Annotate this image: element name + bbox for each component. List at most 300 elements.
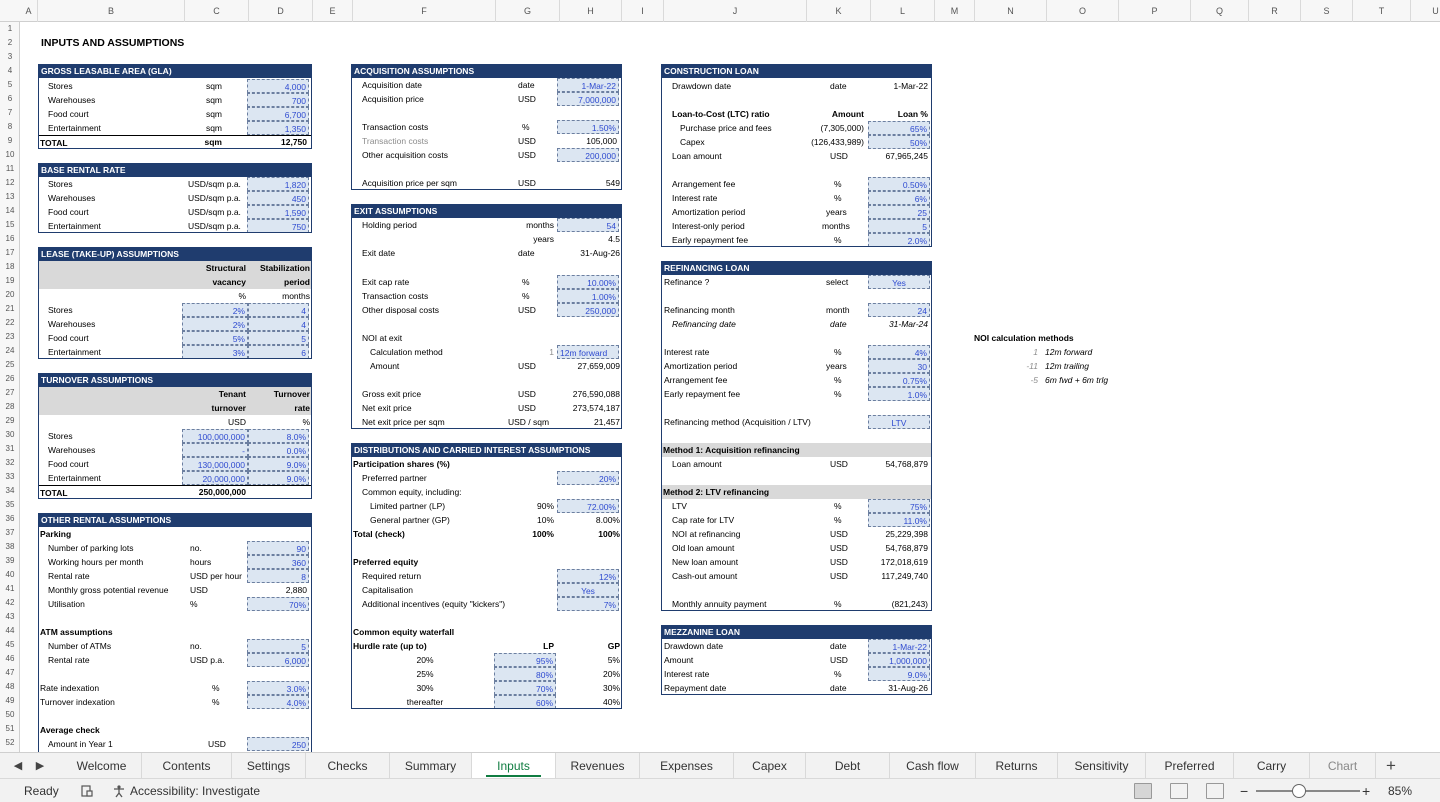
column-header[interactable]: F xyxy=(353,0,496,22)
acq-unit: USD xyxy=(518,136,536,146)
row-header[interactable]: 11 xyxy=(5,164,15,173)
dist-label: Required return xyxy=(362,571,422,581)
exit-unit: USD / sqm xyxy=(508,417,550,427)
dist-wf-heading: Common equity waterfall xyxy=(353,627,455,637)
rent-unit: USD/sqm p.a. xyxy=(188,207,241,217)
other-unit: USD p.a. xyxy=(190,655,225,665)
dist-tier-lp-input[interactable]: 70% xyxy=(494,681,556,695)
row-header[interactable]: 23 xyxy=(5,332,15,341)
add-sheet-icon[interactable]: + xyxy=(1386,756,1396,775)
dist-tier-lp-input[interactable]: 80% xyxy=(494,667,556,681)
turnover-input[interactable]: 130,000,000 xyxy=(182,457,248,471)
dist-tier-gp: 30% xyxy=(602,683,620,693)
exit-unit: months xyxy=(526,220,554,230)
turnover-total-value: 250,000,000 xyxy=(198,487,246,497)
rl-method-dropdown[interactable]: LTV xyxy=(868,415,930,429)
tab-contents[interactable]: Contents xyxy=(142,753,232,779)
acq-label: Acquisition price per sqm xyxy=(362,178,457,188)
dist-lp-pct: 90% xyxy=(536,501,554,511)
exit-amount-value: 27,659,009 xyxy=(577,361,620,371)
cl-unit: % xyxy=(834,193,842,203)
column-header[interactable]: I xyxy=(622,0,664,22)
row-header[interactable]: 22 xyxy=(5,318,15,327)
exit-cap-input[interactable]: 10.00% xyxy=(557,275,619,289)
mz-unit: date xyxy=(830,641,847,651)
row-header[interactable]: 47 xyxy=(5,668,15,677)
exit-unit: % xyxy=(522,277,530,287)
acq-unit: USD xyxy=(518,94,536,104)
dist-gp-heading: GP xyxy=(607,641,620,651)
rl-am-input[interactable]: 30 xyxy=(868,359,930,373)
exit-tc-input[interactable]: 1.00% xyxy=(557,289,619,303)
dist-total-pct: 100% xyxy=(532,529,554,539)
rent-input[interactable]: 750 xyxy=(247,219,309,233)
row-header[interactable]: 18 xyxy=(5,262,15,271)
other-unit: % xyxy=(212,683,220,693)
acq-date-input[interactable]: 1-Mar-22 xyxy=(557,78,619,92)
other-unit: hours xyxy=(190,557,212,567)
lease-vacancy-input[interactable]: 5% xyxy=(182,331,248,345)
rl-unit: USD xyxy=(830,529,848,539)
column-header[interactable]: H xyxy=(560,0,622,22)
exit-gross-value: 276,590,088 xyxy=(572,389,620,399)
exit-unit: USD xyxy=(518,361,536,371)
cl-arr-input[interactable]: 0.50% xyxy=(868,177,930,191)
acq-other-input[interactable]: 200,000 xyxy=(557,148,619,162)
row-header[interactable]: 19 xyxy=(5,276,15,285)
acq-label: Other acquisition costs xyxy=(362,150,448,160)
dist-cap-dropdown[interactable]: Yes xyxy=(557,583,619,597)
column-header[interactable]: N xyxy=(975,0,1047,22)
rl-arr-input[interactable]: 0.75% xyxy=(868,373,930,387)
row-header[interactable]: 20 xyxy=(5,290,15,299)
acq-unit: % xyxy=(522,122,530,132)
column-header[interactable]: A xyxy=(20,0,38,22)
row-header[interactable]: 14 xyxy=(5,206,15,215)
accessibility-icon[interactable] xyxy=(112,779,126,802)
zoom-out-icon[interactable]: − xyxy=(1240,783,1249,799)
rent-label: Warehouses xyxy=(48,193,96,203)
column-header[interactable]: D xyxy=(249,0,313,22)
other-input[interactable]: 8 xyxy=(247,569,309,583)
next-sheet-icon[interactable]: ▶ xyxy=(35,760,45,772)
dist-tier-lp-input[interactable]: 95% xyxy=(494,653,556,667)
rl-unit: month xyxy=(826,305,850,315)
page-layout-view-icon[interactable] xyxy=(1170,783,1188,799)
rl-label: Refinancing method (Acquisition / LTV) xyxy=(664,417,811,427)
cl-label: Interest rate xyxy=(672,193,718,203)
gla-input[interactable]: 700 xyxy=(247,93,309,107)
other-input[interactable]: 4.0% xyxy=(247,695,309,709)
row-header[interactable]: 5 xyxy=(7,80,13,89)
row-header[interactable]: 31 xyxy=(5,444,15,453)
row-header[interactable]: 34 xyxy=(5,486,15,495)
row-header[interactable]: 51 xyxy=(5,724,15,733)
rl-label: NOI at refinancing xyxy=(672,529,741,539)
cl-label: Loan amount xyxy=(672,151,722,161)
lease-period-input[interactable]: 5 xyxy=(248,331,309,345)
tab-settings[interactable]: Settings xyxy=(232,753,306,779)
tab-chart[interactable]: Chart xyxy=(1310,753,1376,779)
row-header[interactable]: 35 xyxy=(5,500,15,509)
exit-unit: USD xyxy=(518,389,536,399)
acq-unit: USD xyxy=(518,150,536,160)
sheet-title: INPUTS AND ASSUMPTIONS xyxy=(41,37,185,49)
row-header[interactable]: 2 xyxy=(7,38,13,47)
exit-label: Amount xyxy=(370,361,400,371)
column-header[interactable]: M xyxy=(935,0,975,22)
rl-unit: % xyxy=(834,599,842,609)
rl-label: Refinancing month xyxy=(664,305,735,315)
row-header[interactable]: 41 xyxy=(5,584,15,593)
turnover-input[interactable]: 100,000,000 xyxy=(182,429,248,443)
row-header[interactable]: 50 xyxy=(5,710,15,719)
status-bar xyxy=(0,778,1440,802)
cl-label: Capex xyxy=(680,137,705,147)
tab-preferred[interactable]: Preferred xyxy=(1146,753,1234,779)
rl-m2-heading: Method 2: LTV refinancing xyxy=(661,485,932,499)
noi-method-label: 12m forward xyxy=(1045,347,1093,357)
acq-price-input[interactable]: 7,000,000 xyxy=(557,92,619,106)
column-header[interactable]: G xyxy=(496,0,560,22)
tab-carry[interactable]: Carry xyxy=(1234,753,1310,779)
mz-draw-input[interactable]: 1-Mar-22 xyxy=(868,639,930,653)
mz-rep-value: 31-Aug-26 xyxy=(888,683,928,693)
status-ready: Ready xyxy=(24,784,59,798)
cl-label: Amortization period xyxy=(672,207,746,217)
exit-odc-input[interactable]: 250,000 xyxy=(557,303,619,317)
row-header[interactable]: 26 xyxy=(5,374,15,383)
turnover-header: TURNOVER ASSUMPTIONS xyxy=(38,373,312,387)
exit-method-dropdown[interactable]: 12m forward xyxy=(557,345,619,359)
tab-returns[interactable]: Returns xyxy=(976,753,1058,779)
cl-cx-input[interactable]: 50% xyxy=(868,135,930,149)
row-header[interactable]: 13 xyxy=(5,192,15,201)
turnover-label: Entertainment xyxy=(48,473,101,483)
zoom-slider[interactable] xyxy=(1256,779,1360,802)
row-header[interactable]: 27 xyxy=(5,388,15,397)
lease-period-input[interactable]: 6 xyxy=(248,345,309,359)
turnover-col2b: rate xyxy=(294,403,310,413)
prev-sheet-icon[interactable]: ◀ xyxy=(13,760,23,772)
lease-vacancy-input[interactable]: 2% xyxy=(182,303,248,317)
zoom-in-icon[interactable]: + xyxy=(1362,783,1371,799)
dist-pref-input[interactable]: 20% xyxy=(557,471,619,485)
mz-unit: % xyxy=(834,669,842,679)
cl-label: Drawdown date xyxy=(672,81,732,91)
row-header[interactable]: 39 xyxy=(5,556,15,565)
other-input[interactable]: 3.0% xyxy=(247,681,309,695)
cl-ir-input[interactable]: 6% xyxy=(868,191,930,205)
row-header[interactable]: 15 xyxy=(5,220,15,229)
row-headers xyxy=(0,22,20,752)
lease-period-input[interactable]: 4 xyxy=(248,303,309,317)
lease-period-input[interactable]: 4 xyxy=(248,317,309,331)
turnover-rate-input[interactable]: 9.0% xyxy=(248,457,309,471)
cl-cx-amount: (126,433,989) xyxy=(811,137,864,147)
column-headers xyxy=(0,0,1440,22)
other-input[interactable]: 90 xyxy=(247,541,309,555)
row-header[interactable]: 32 xyxy=(5,458,15,467)
other-label: Rental rate xyxy=(48,571,90,581)
other-unit: % xyxy=(212,697,220,707)
row-header[interactable]: 17 xyxy=(5,248,15,257)
other-unit: no. xyxy=(190,543,202,553)
mz-ir-input[interactable]: 9.0% xyxy=(868,667,930,681)
dist-tier-lp-input[interactable]: 60% xyxy=(494,695,556,709)
acq-unit: date xyxy=(518,80,535,90)
row-header[interactable]: 43 xyxy=(5,612,15,621)
exit-label: Exit cap rate xyxy=(362,277,410,287)
lease-header: LEASE (TAKE-UP) ASSUMPTIONS xyxy=(38,247,312,261)
lease-col2b: period xyxy=(284,277,310,287)
row-header[interactable]: 29 xyxy=(5,416,15,425)
base-rent-header: BASE RENTAL RATE xyxy=(38,163,312,177)
row-header[interactable]: 9 xyxy=(7,136,13,145)
dist-label: General partner (GP) xyxy=(370,515,450,525)
exit-method-code: 1 xyxy=(549,347,554,357)
other-input[interactable]: 6,000 xyxy=(247,653,309,667)
dist-peq-heading: Preferred equity xyxy=(353,557,419,567)
turnover-label: Stores xyxy=(48,431,73,441)
row-header[interactable]: 3 xyxy=(7,52,13,61)
acq-psqm-value: 549 xyxy=(605,178,620,188)
rent-input[interactable]: 450 xyxy=(247,191,309,205)
rl-label: Refinance ? xyxy=(664,277,710,287)
cl-erf-input[interactable]: 2.0% xyxy=(868,233,930,247)
macro-record-icon[interactable] xyxy=(80,779,94,802)
column-header[interactable]: S xyxy=(1301,0,1353,22)
worksheet-grid[interactable] xyxy=(20,22,1440,752)
rl-rm-input[interactable]: 24 xyxy=(868,303,930,317)
tab-summary[interactable]: Summary xyxy=(390,753,472,779)
row-header[interactable]: 7 xyxy=(7,108,13,117)
acq-tc-input[interactable]: 1.50% xyxy=(557,120,619,134)
row-header[interactable]: 36 xyxy=(5,514,15,523)
dist-part-heading: Participation shares (%) xyxy=(353,459,450,469)
rl-old-value: 54,768,879 xyxy=(885,543,928,553)
other-label: Utilisation xyxy=(48,599,85,609)
normal-view-icon[interactable] xyxy=(1134,783,1152,799)
exit-header: EXIT ASSUMPTIONS xyxy=(351,204,622,218)
other-label: Rental rate xyxy=(48,655,90,665)
column-header[interactable]: O xyxy=(1047,0,1119,22)
tab-sensitivity[interactable]: Sensitivity xyxy=(1058,753,1146,779)
cl-label: Arrangement fee xyxy=(672,179,736,189)
rl-unit: years xyxy=(826,361,847,371)
other-input[interactable]: 360 xyxy=(247,555,309,569)
column-header[interactable]: U xyxy=(1411,0,1440,22)
cl-io-input[interactable]: 5 xyxy=(868,219,930,233)
dist-label: Preferred partner xyxy=(362,473,427,483)
lease-col1c: % xyxy=(238,291,246,301)
column-header[interactable]: K xyxy=(807,0,871,22)
rl-ltv-input[interactable]: 75% xyxy=(868,499,930,513)
mz-amt-input[interactable]: 1,000,000 xyxy=(868,653,930,667)
row-header[interactable]: 44 xyxy=(5,626,15,635)
cl-unit: % xyxy=(834,179,842,189)
noi-method-code: 1 xyxy=(1033,347,1038,357)
rl-label: Loan amount xyxy=(672,459,722,469)
row-header[interactable]: 40 xyxy=(5,570,15,579)
rl-ir-input[interactable]: 4% xyxy=(868,345,930,359)
row-header[interactable]: 24 xyxy=(5,346,15,355)
exit-label: Holding period xyxy=(362,220,417,230)
noi-method-code: -11 xyxy=(1026,361,1038,371)
mz-unit: date xyxy=(830,683,847,693)
column-header[interactable]: J xyxy=(664,0,807,22)
gla-input[interactable]: 1,350 xyxy=(247,121,309,135)
tab-welcome[interactable]: Welcome xyxy=(62,753,142,779)
cl-pp-amount: (7,305,000) xyxy=(820,123,864,133)
dist-hurdle-heading: Hurdle rate (up to) xyxy=(353,641,427,651)
other-label: Turnover indexation xyxy=(40,697,115,707)
row-header[interactable]: 37 xyxy=(5,528,15,537)
rl-label: Old loan amount xyxy=(672,543,735,553)
gla-input[interactable]: 4,000 xyxy=(247,79,309,93)
tab-expenses[interactable]: Expenses xyxy=(640,753,734,779)
gla-unit: sqm xyxy=(205,109,222,119)
dist-req-input[interactable]: 12% xyxy=(557,569,619,583)
rl-label: Amortization period xyxy=(664,361,738,371)
tab-capex[interactable]: Capex xyxy=(734,753,806,779)
row-header[interactable]: 4 xyxy=(7,66,13,75)
row-header[interactable]: 1 xyxy=(7,24,13,33)
other-input[interactable]: 5 xyxy=(247,639,309,653)
column-header[interactable]: E xyxy=(313,0,353,22)
mz-header: MEZZANINE LOAN xyxy=(661,625,932,639)
column-header[interactable]: P xyxy=(1119,0,1191,22)
rent-input[interactable]: 1,590 xyxy=(247,205,309,219)
tab-debt[interactable]: Debt xyxy=(806,753,890,779)
zoom-level[interactable]: 85% xyxy=(1388,784,1413,798)
row-header[interactable]: 21 xyxy=(5,304,15,313)
tab-revenues[interactable]: Revenues xyxy=(556,753,640,779)
row-header[interactable]: 49 xyxy=(5,696,15,705)
turnover-col1a: Tenant xyxy=(218,389,246,399)
status-accessibility[interactable]: Accessibility: Investigate xyxy=(130,784,261,798)
mz-label: Amount xyxy=(664,655,694,665)
cl-am-input[interactable]: 25 xyxy=(868,205,930,219)
exit-unit: years xyxy=(533,234,554,244)
cl-unit: % xyxy=(834,235,842,245)
lease-label: Food court xyxy=(48,333,89,343)
other-input[interactable]: 70% xyxy=(247,597,309,611)
lease-vacancy-input[interactable]: 3% xyxy=(182,345,248,359)
turnover-input[interactable]: 20,000,000 xyxy=(182,471,248,485)
other-header: OTHER RENTAL ASSUMPTIONS xyxy=(38,513,312,527)
row-header[interactable]: 25 xyxy=(5,360,15,369)
cl-amount-heading: Amount xyxy=(831,109,864,119)
turnover-rate-input[interactable]: 0.0% xyxy=(248,443,309,457)
cl-unit: months xyxy=(822,221,850,231)
dist-tier-gp: 5% xyxy=(607,655,620,665)
dist-add-input[interactable]: 7% xyxy=(557,597,619,611)
rent-input[interactable]: 1,820 xyxy=(247,177,309,191)
gla-total-label: TOTAL xyxy=(38,135,312,149)
row-header[interactable]: 10 xyxy=(5,150,15,159)
cl-pp-input[interactable]: 65% xyxy=(868,121,930,135)
exit-nsqm-value: 21,457 xyxy=(594,417,620,427)
rl-unit: date xyxy=(830,319,847,329)
lease-label: Stores xyxy=(48,305,73,315)
rl-erf-input[interactable]: 1.0% xyxy=(868,387,930,401)
rl-refinance-dropdown[interactable]: Yes xyxy=(868,275,930,289)
row-header[interactable]: 6 xyxy=(7,94,13,103)
noi-method-label: 12m trailing xyxy=(1045,361,1089,371)
turnover-rate-input[interactable]: 8.0% xyxy=(248,429,309,443)
row-header[interactable]: 16 xyxy=(5,234,15,243)
gla-label: Stores xyxy=(48,81,73,91)
rl-unit: % xyxy=(834,501,842,511)
other-unit: USD per hour xyxy=(190,571,242,581)
row-header[interactable]: 42 xyxy=(5,598,15,607)
other-unit: USD xyxy=(208,739,226,749)
column-header[interactable]: C xyxy=(185,0,249,22)
page-break-view-icon[interactable] xyxy=(1206,783,1224,799)
other-value: 2,880 xyxy=(285,585,307,595)
row-header[interactable]: 33 xyxy=(5,472,15,481)
row-header[interactable]: 45 xyxy=(5,640,15,649)
dist-label: Additional incentives (equity "kickers") xyxy=(362,599,506,609)
column-header[interactable]: R xyxy=(1249,0,1301,22)
exit-noi-heading: NOI at exit xyxy=(362,333,403,343)
row-header[interactable]: 52 xyxy=(5,738,15,747)
column-header[interactable]: T xyxy=(1353,0,1411,22)
exit-label: Net exit price per sqm xyxy=(362,417,445,427)
row-header[interactable]: 48 xyxy=(5,682,15,691)
turnover-rate-input[interactable]: 9.0% xyxy=(248,471,309,485)
row-header[interactable]: 30 xyxy=(5,430,15,439)
tab-checks[interactable]: Checks xyxy=(306,753,390,779)
mz-label: Repayment date xyxy=(664,683,727,693)
other-label: Rate indexation xyxy=(40,683,100,693)
dist-tier-gp: 40% xyxy=(602,697,620,707)
other-input[interactable]: 250 xyxy=(247,737,309,751)
dist-hurdle: 30% xyxy=(416,683,434,693)
tab-cash-flow[interactable]: Cash flow xyxy=(890,753,976,779)
atm-heading: ATM assumptions xyxy=(40,627,113,637)
lease-vacancy-input[interactable]: 2% xyxy=(182,317,248,331)
row-header[interactable]: 46 xyxy=(5,654,15,663)
column-header[interactable]: L xyxy=(871,0,935,22)
rl-capr-input[interactable]: 11.0% xyxy=(868,513,930,527)
acq-label: Acquisition date xyxy=(362,80,423,90)
cl-ltc-heading: Loan-to-Cost (LTC) ratio xyxy=(672,109,770,119)
tab-inputs[interactable]: Inputs xyxy=(472,753,556,779)
rl-ann-value: (821,243) xyxy=(891,599,928,609)
turnover-input[interactable]: - xyxy=(182,443,248,457)
column-header[interactable]: B xyxy=(38,0,185,22)
cl-la-value: 67,965,245 xyxy=(885,151,928,161)
gla-unit: sqm xyxy=(205,95,222,105)
turnover-col1c: USD xyxy=(228,417,246,427)
column-header[interactable]: Q xyxy=(1191,0,1249,22)
gla-input[interactable]: 6,700 xyxy=(247,107,309,121)
lease-col2c: months xyxy=(282,291,310,301)
row-header[interactable]: 38 xyxy=(5,542,15,551)
rl-new-value: 172,018,619 xyxy=(880,557,928,567)
cl-unit: years xyxy=(826,207,847,217)
lease-label: Entertainment xyxy=(48,347,101,357)
dist-lp-input[interactable]: 72.00% xyxy=(557,499,619,513)
row-header[interactable]: 12 xyxy=(5,178,15,187)
exit-unit: USD xyxy=(518,305,536,315)
sheet-tab-bar xyxy=(0,752,1440,778)
row-header[interactable]: 28 xyxy=(5,402,15,411)
row-header[interactable]: 8 xyxy=(7,122,13,131)
exit-hold-input[interactable]: 54 xyxy=(557,218,619,232)
